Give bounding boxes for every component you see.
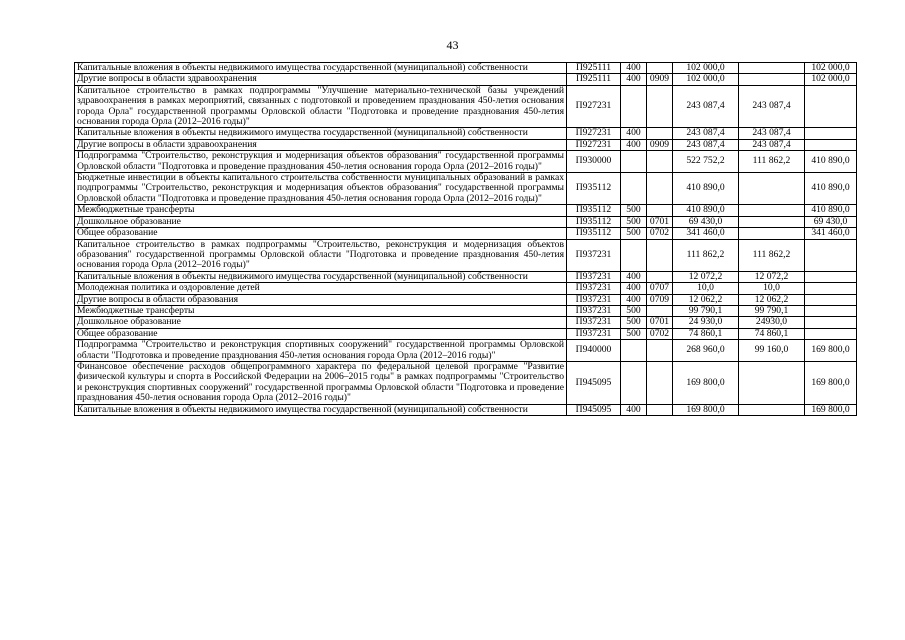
row-amount-col2	[739, 228, 805, 239]
row-amount-col3	[805, 239, 857, 271]
row-amount-col2: 111 862,2	[739, 151, 805, 173]
row-amount-col3: 410 890,0	[805, 173, 857, 205]
row-code: П935112	[567, 205, 621, 216]
row-amount-total: 102 000,0	[673, 74, 739, 85]
table-row	[75, 239, 857, 271]
row-section-code: 0909	[647, 74, 673, 85]
row-amount-total: 102 000,0	[673, 63, 739, 74]
row-code: П927231	[567, 139, 621, 150]
row-section-code: 0709	[647, 294, 673, 305]
row-amount-col3	[805, 283, 857, 294]
row-amount-col2	[739, 63, 805, 74]
row-code: П925111	[567, 74, 621, 85]
row-name: Общее образование	[75, 328, 567, 339]
row-code: П937231	[567, 239, 621, 271]
table-row	[75, 74, 857, 85]
row-amount-total: 268 960,0	[673, 340, 739, 362]
row-amount-total: 169 800,0	[673, 361, 739, 404]
row-amount-total: 522 752,2	[673, 151, 739, 173]
row-amount-col2: 24930,0	[739, 317, 805, 328]
row-amount-total: 24 930,0	[673, 317, 739, 328]
row-name: Капитальные вложения в объекты недвижимого имущества государственной (муниципальной) собственности	[75, 404, 567, 415]
row-expense-type: 500	[621, 305, 647, 316]
table-row	[75, 404, 857, 415]
row-expense-type: 500	[621, 228, 647, 239]
table-row	[75, 328, 857, 339]
row-name: Другие вопросы в области здравоохранения	[75, 139, 567, 150]
row-name: Общее образование	[75, 228, 567, 239]
row-section-code	[647, 151, 673, 173]
row-name: Финансовое обеспечение расходов общепрограммного характера по федеральной целевой программе "Развитие физической культуры и спорта в Российской Федерации на 2006–2015 годы" в рамках подпрограммы "Строительство и реконструкция спортивных сооружений" государственной программы Орловской области "Подготовка и проведение празднования 450-летия основания города Орла (2012–2016 годы)"	[75, 361, 567, 404]
row-amount-total: 69 430,0	[673, 216, 739, 227]
row-amount-total: 410 890,0	[673, 205, 739, 216]
table-row	[75, 205, 857, 216]
row-code: П945095	[567, 361, 621, 404]
row-section-code	[647, 173, 673, 205]
row-amount-col3: 341 460,0	[805, 228, 857, 239]
row-amount-col3: 69 430,0	[805, 216, 857, 227]
row-name: Межбюджетные трансферты	[75, 205, 567, 216]
row-code: П935112	[567, 216, 621, 227]
row-code: П935112	[567, 228, 621, 239]
table-row	[75, 151, 857, 173]
table-row	[75, 63, 857, 74]
row-amount-total: 410 890,0	[673, 173, 739, 205]
row-amount-col2: 10,0	[739, 283, 805, 294]
row-amount-col3	[805, 128, 857, 139]
row-code: П940000	[567, 340, 621, 362]
row-name: Дошкольное образование	[75, 317, 567, 328]
row-section-code	[647, 205, 673, 216]
row-name: Бюджетные инвестиции в объекты капитального строительства собственности муниципальных образований в рамках подпрограммы "Строительство, реконструкция и модернизация объектов образования" государственной программы Орловской области "Подготовка и проведение празднования 450-летия основания города Орла (2012–2016 годы)"	[75, 173, 567, 205]
row-expense-type	[621, 239, 647, 271]
row-expense-type: 500	[621, 205, 647, 216]
row-amount-col2: 243 087,4	[739, 139, 805, 150]
row-amount-total: 99 790,1	[673, 305, 739, 316]
row-expense-type: 400	[621, 294, 647, 305]
row-section-code	[647, 404, 673, 415]
row-expense-type: 400	[621, 283, 647, 294]
row-amount-total: 243 087,4	[673, 128, 739, 139]
row-amount-col3	[805, 328, 857, 339]
row-amount-col2: 74 860,1	[739, 328, 805, 339]
row-amount-col3	[805, 317, 857, 328]
row-expense-type: 400	[621, 128, 647, 139]
row-amount-col3	[805, 294, 857, 305]
row-code: П937231	[567, 294, 621, 305]
row-section-code	[647, 85, 673, 128]
row-code: П930000	[567, 151, 621, 173]
row-expense-type	[621, 361, 647, 404]
row-amount-total: 243 087,4	[673, 139, 739, 150]
row-amount-total: 74 860,1	[673, 328, 739, 339]
row-amount-total: 111 862,2	[673, 239, 739, 271]
row-expense-type	[621, 173, 647, 205]
table-row	[75, 317, 857, 328]
row-expense-type	[621, 340, 647, 362]
row-section-code: 0909	[647, 139, 673, 150]
row-section-code	[647, 340, 673, 362]
row-name: Другие вопросы в области здравоохранения	[75, 74, 567, 85]
row-code: П937231	[567, 283, 621, 294]
row-expense-type: 400	[621, 63, 647, 74]
row-amount-col3: 169 800,0	[805, 404, 857, 415]
table-row	[75, 128, 857, 139]
row-code: П937231	[567, 305, 621, 316]
row-amount-col2: 243 087,4	[739, 128, 805, 139]
row-section-code	[647, 128, 673, 139]
row-code: П945095	[567, 404, 621, 415]
table-row	[75, 228, 857, 239]
table-row	[75, 305, 857, 316]
row-name: Капитальное строительство в рамках подпрограммы "Улучшение материально-технической базы учреждений здравоохранения в рамках мероприятий, связанных с подготовкой и проведением празднования 450-летия основания города Орла" государственной программы Орловской области "Подготовка и проведение празднования 450-летия основания города Орла (2012–2016 годы)"	[75, 85, 567, 128]
row-section-code	[647, 63, 673, 74]
row-expense-type: 400	[621, 404, 647, 415]
row-section-code: 0702	[647, 328, 673, 339]
row-amount-col3	[805, 139, 857, 150]
row-amount-col3: 169 800,0	[805, 340, 857, 362]
row-code: П927231	[567, 85, 621, 128]
row-section-code: 0701	[647, 216, 673, 227]
row-section-code: 0701	[647, 317, 673, 328]
row-amount-col3: 169 800,0	[805, 361, 857, 404]
row-amount-col2: 243 087,4	[739, 85, 805, 128]
table-row	[75, 283, 857, 294]
row-amount-col3: 102 000,0	[805, 63, 857, 74]
row-amount-total: 169 800,0	[673, 404, 739, 415]
row-amount-col2	[739, 205, 805, 216]
table-row	[75, 271, 857, 282]
row-section-code	[647, 239, 673, 271]
row-amount-total: 243 087,4	[673, 85, 739, 128]
row-code: П925111	[567, 63, 621, 74]
row-code: П937231	[567, 328, 621, 339]
row-code: П927231	[567, 128, 621, 139]
row-name: Молодежная политика и оздоровление детей	[75, 283, 567, 294]
row-section-code: 0702	[647, 228, 673, 239]
row-name: Капитальные вложения в объекты недвижимого имущества государственной (муниципальной) собственности	[75, 128, 567, 139]
row-amount-total: 10,0	[673, 283, 739, 294]
row-amount-col2: 12 072,2	[739, 271, 805, 282]
row-amount-col2	[739, 361, 805, 404]
row-expense-type	[621, 85, 647, 128]
table-row	[75, 340, 857, 362]
row-expense-type: 500	[621, 317, 647, 328]
row-expense-type: 400	[621, 271, 647, 282]
row-code: П937231	[567, 271, 621, 282]
row-name: Капитальные вложения в объекты недвижимого имущества государственной (муниципальной) собственности	[75, 63, 567, 74]
row-expense-type: 400	[621, 139, 647, 150]
row-section-code	[647, 361, 673, 404]
row-amount-col2	[739, 74, 805, 85]
row-name: Межбюджетные трансферты	[75, 305, 567, 316]
row-expense-type: 500	[621, 328, 647, 339]
row-section-code	[647, 271, 673, 282]
table-row	[75, 173, 857, 205]
row-amount-col3	[805, 85, 857, 128]
table-row	[75, 85, 857, 128]
page-number: 43	[446, 38, 459, 52]
row-amount-col3	[805, 271, 857, 282]
row-code: П935112	[567, 173, 621, 205]
row-amount-col2	[739, 216, 805, 227]
row-expense-type: 500	[621, 216, 647, 227]
row-section-code: 0707	[647, 283, 673, 294]
row-expense-type	[621, 151, 647, 173]
row-name: Капитальные вложения в объекты недвижимого имущества государственной (муниципальной) собственности	[75, 271, 567, 282]
row-amount-col3	[805, 305, 857, 316]
budget-table	[74, 62, 857, 416]
row-amount-total: 12 072,2	[673, 271, 739, 282]
table-row	[75, 361, 857, 404]
row-amount-col3: 102 000,0	[805, 74, 857, 85]
row-amount-col2: 12 062,2	[739, 294, 805, 305]
row-expense-type: 400	[621, 74, 647, 85]
table-row	[75, 139, 857, 150]
row-amount-col3: 410 890,0	[805, 151, 857, 173]
row-amount-col3: 410 890,0	[805, 205, 857, 216]
row-amount-col2	[739, 404, 805, 415]
row-amount-total: 341 460,0	[673, 228, 739, 239]
row-amount-col2: 111 862,2	[739, 239, 805, 271]
row-amount-total: 12 062,2	[673, 294, 739, 305]
row-amount-col2	[739, 173, 805, 205]
row-name: Другие вопросы в области образования	[75, 294, 567, 305]
row-code: П937231	[567, 317, 621, 328]
row-amount-col2: 99 160,0	[739, 340, 805, 362]
row-name: Дошкольное образование	[75, 216, 567, 227]
table-row	[75, 294, 857, 305]
row-name: Подпрограмма "Строительство и реконструкция спортивных сооружений" государственной программы Орловской области "Подготовка и проведение празднования 450-летия основания города Орла (2012–2016 годы)"	[75, 340, 567, 362]
row-name: Подпрограмма "Строительство, реконструкция и модернизация объектов образования" государственной программы Орловской области "Подготовка и проведение празднования 450-летия основания города Орла (2012–2016 годы)"	[75, 151, 567, 173]
row-amount-col2: 99 790,1	[739, 305, 805, 316]
row-section-code	[647, 305, 673, 316]
table-row	[75, 216, 857, 227]
row-name: Капитальное строительство в рамках подпрограммы "Строительство, реконструкция и модернизация объектов образования" государственной программы Орловской области "Подготовка и проведение празднования 450-летия основания города Орла (2012–2016 годы)"	[75, 239, 567, 271]
